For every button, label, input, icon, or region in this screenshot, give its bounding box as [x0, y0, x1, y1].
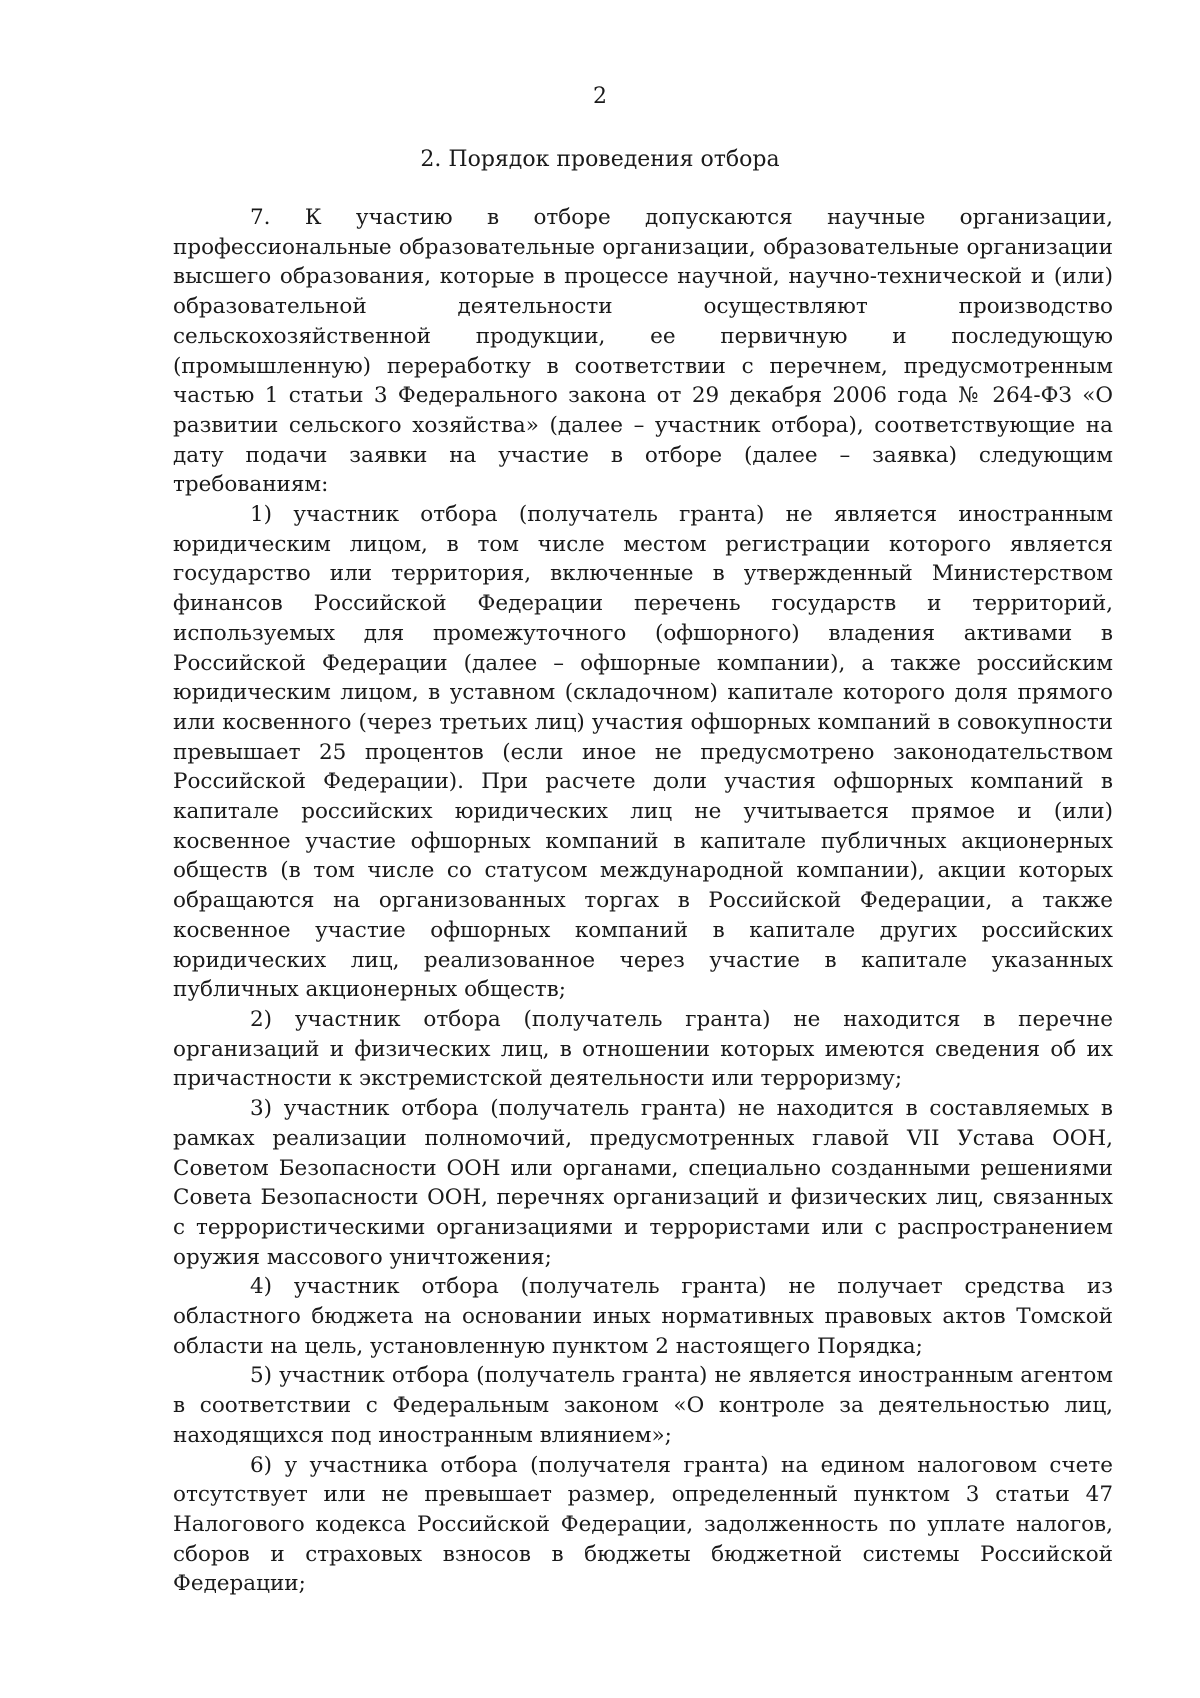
page-number: 2	[593, 84, 607, 109]
list-item-6: 6) у участника отбора (получателя гранта) на едином налоговом счете отсутствует или не превышает размер, определенный пунктом 3 статьи 47 Налогового кодекса Российской Федерации, задолженность по уплате налогов, сборов и страховых взносов в бюджеты бюджетной системы Российской Федерации;	[173, 1452, 1113, 1597]
list-item-4: 4) участник отбора (получатель гранта) не получает средства из областного бюджета на основании иных нормативных правовых актов Томской области на цель, установленную пунктом 2 настоящего Порядка;	[173, 1274, 1113, 1359]
paragraph-7: 7. К участию в отборе допускаются научные организации, профессиональные образовательные организации, образовательные организации высшего образования, которые в процессе научной, научно-технической и (или) образовательной деятельности осуществляют производство сельскохозяйственной продукции, ее первичную и последующую (промышленную) переработку в соответствии с перечнем, предусмотренным частью 1 статьи 3 Федерального закона от 29 декабря 2006 года № 264-ФЗ «О развитии сельского хозяйства» (далее – участник отбора), соответствующие на дату подачи заявки на участие в отборе (далее – заявка) следующим требованиям:	[173, 205, 1113, 498]
list-item-5: 5) участник отбора (получатель гранта) не является иностранным агентом в соответствии с Федеральным законом «О контроле за деятельностью лиц, находящихся под иностранным влиянием»;	[173, 1363, 1113, 1448]
document-body	[173, 203, 1113, 1599]
list-item-3: 3) участник отбора (получатель гранта) не находится в составляемых в рамках реализации полномочий, предусмотренных главой VII Устава ООН, Советом Безопасности ООН или органами, специально созданными решениями Совета Безопасности ООН, перечнях организаций и физических лиц, связанных с террористическими организациями и террористами или с распространением оружия массового уничтожения;	[173, 1096, 1113, 1270]
list-item-1: 1) участник отбора (получатель гранта) не является иностранным юридическим лицом, в том числе местом регистрации которого является государство или территория, включенные в утвержденный Министерством финансов Российской Федерации перечень государств и территорий, используемых для промежуточного (офшорного) владения активами в Российской Федерации (далее – офшорные компании), а также российским юридическим лицом, в уставном (складочном) капитале которого доля прямого или косвенного (через третьих лиц) участия офшорных компаний в совокупности превышает 25 процентов (если иное не предусмотрено законодательством Российской Федерации). При расчете доли участия офшорных компаний в капитале российских юридических лиц не учитывается прямое и (или) косвенное участие офшорных компаний в капитале публичных акционерных обществ (в том числе со статусом международной компании), акции которых обращаются на организованных торгах в Российской Федерации, а также косвенное участие офшорных компаний в капитале других российских юридических лиц, реализованное через участие в капитале указанных публичных акционерных обществ;	[173, 502, 1113, 1003]
section-title: 2. Порядок проведения отбора	[420, 147, 780, 172]
list-item-2: 2) участник отбора (получатель гранта) не находится в перечне организаций и физических лиц, в отношении которых имеются сведения об их причастности к экстремистской деятельности или терроризму;	[173, 1006, 1113, 1092]
